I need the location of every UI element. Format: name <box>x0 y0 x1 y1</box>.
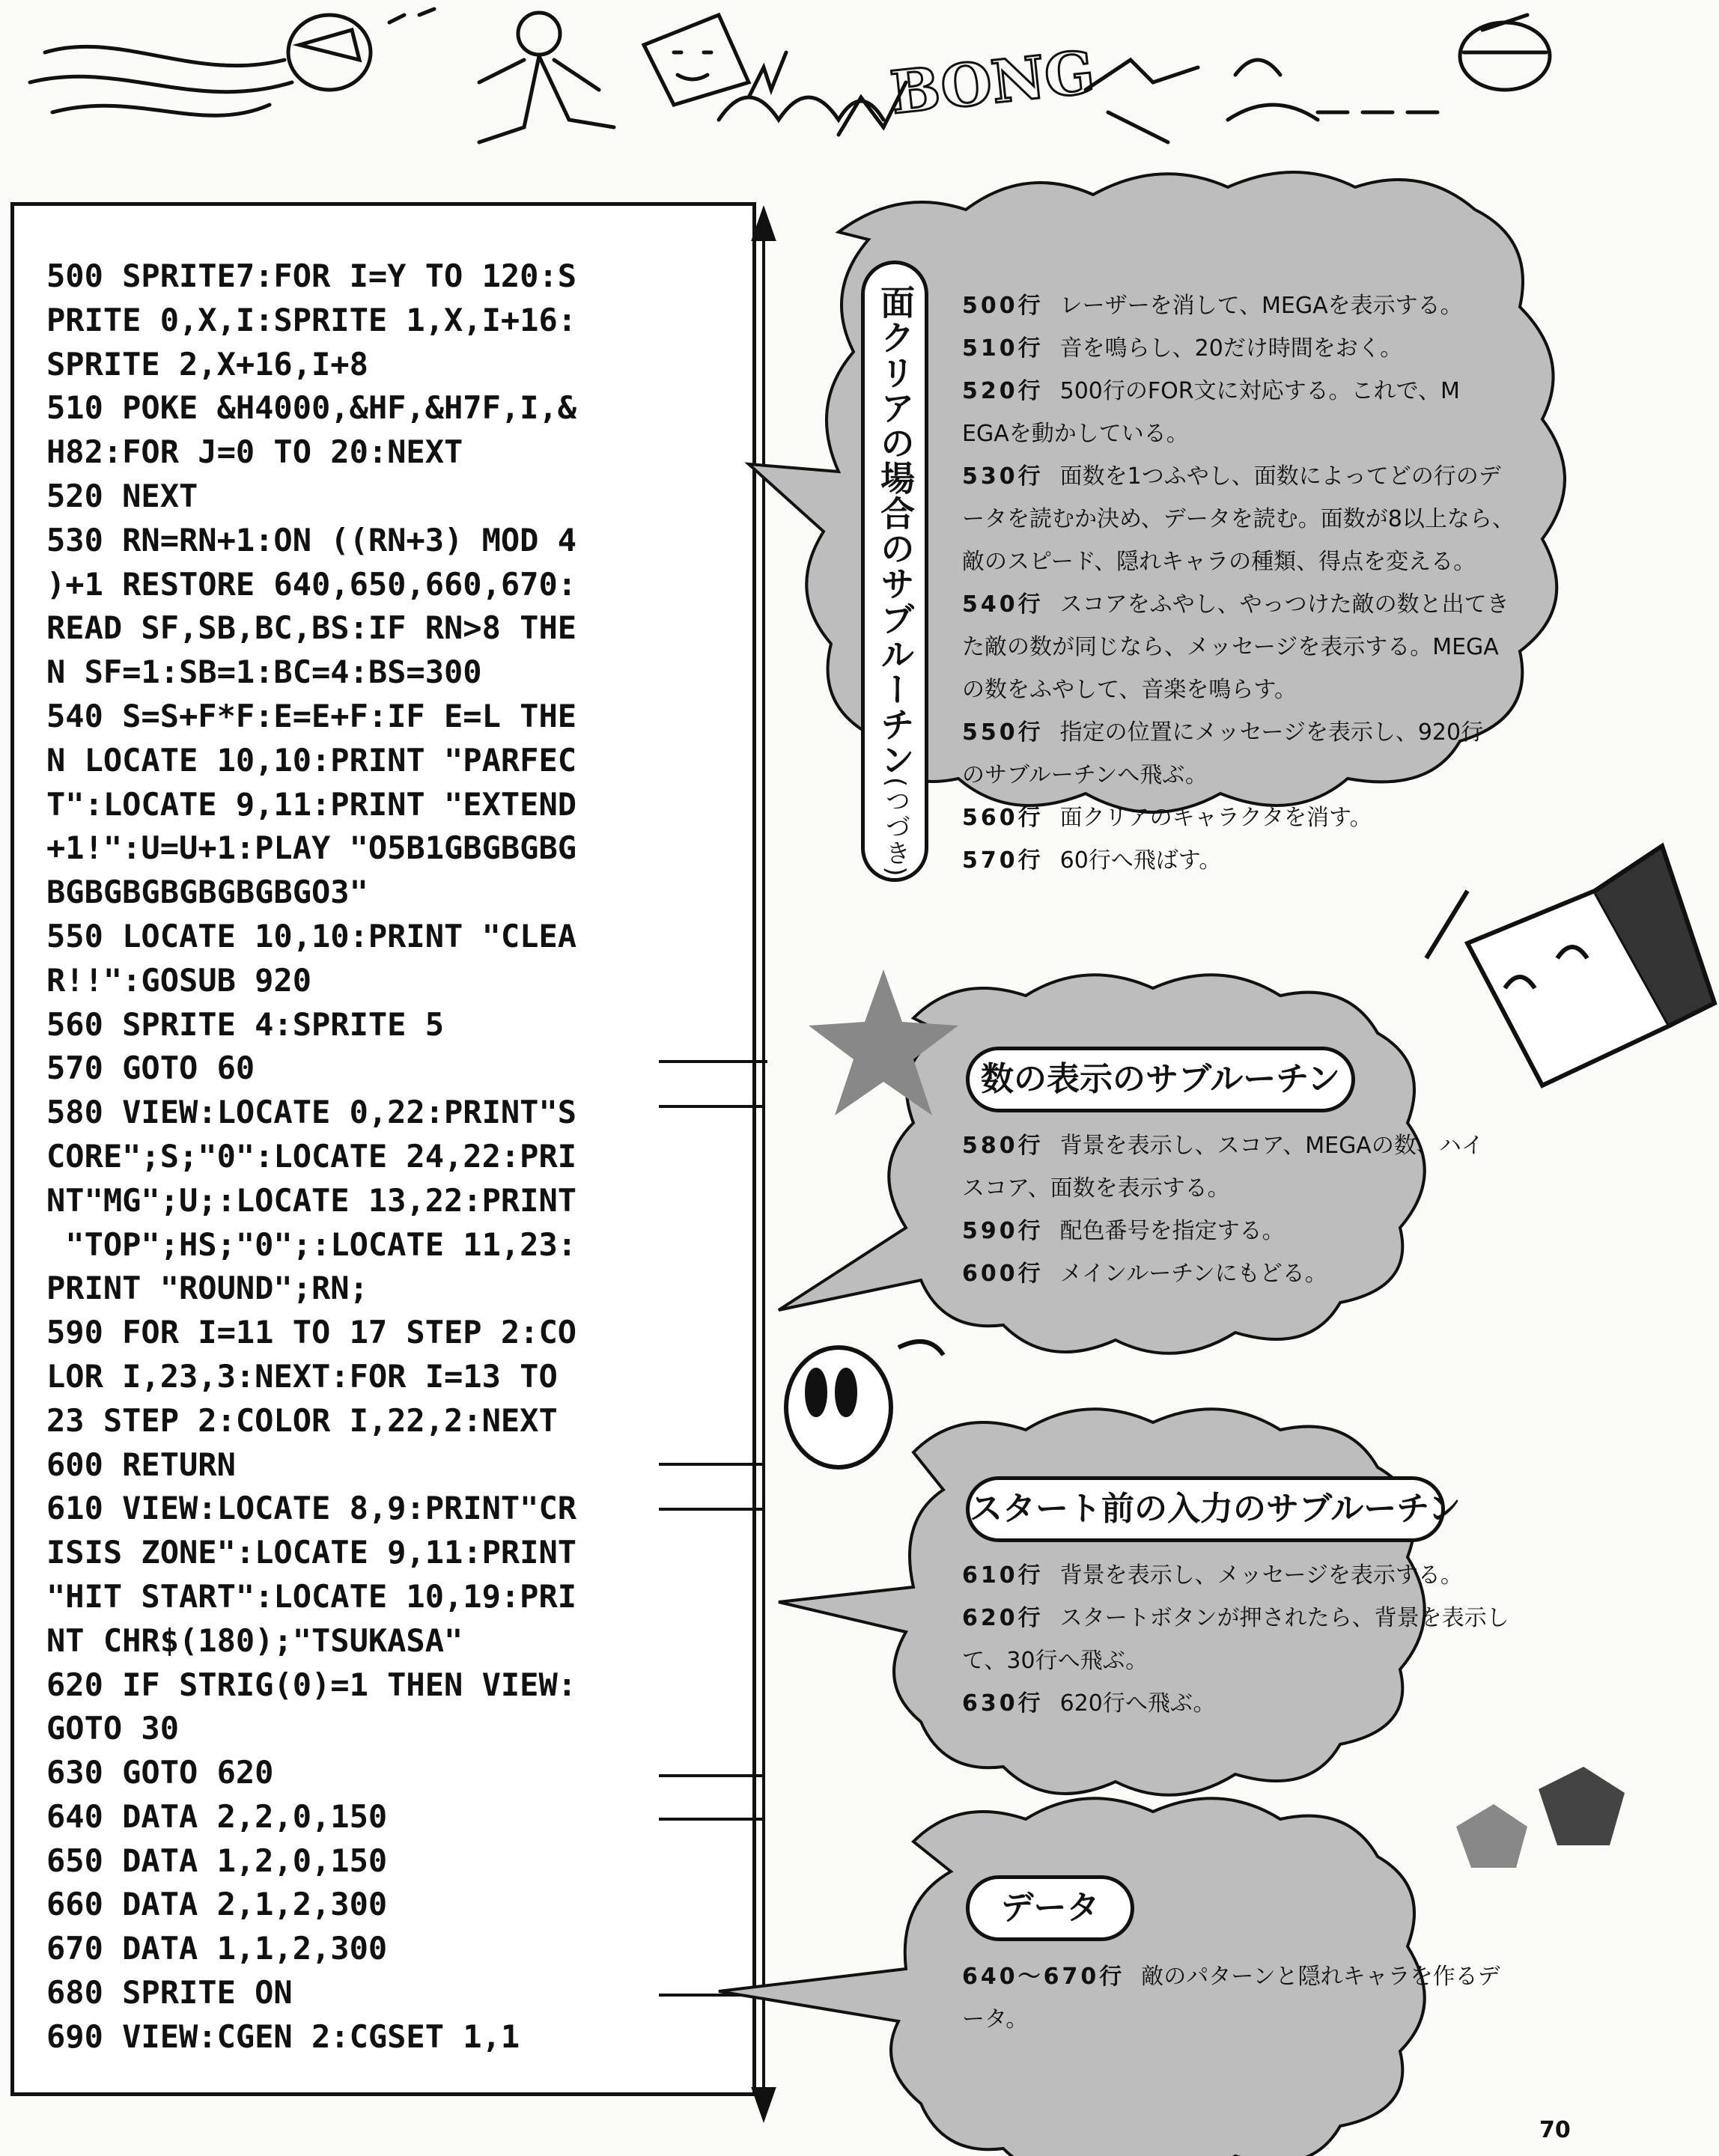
description-row <box>962 1252 1531 1295</box>
code-line: LOR I,23,3:NEXT:FOR I=13 TO <box>46 1357 558 1395</box>
line-number-label: 590行 <box>962 1218 1044 1244</box>
line-number-label: 570行 <box>962 847 1044 874</box>
section-description-number-display <box>962 1124 1531 1295</box>
description-text: 敵のスピード、隠れキャラの種類、得点を変える。 <box>962 549 1476 575</box>
bong-doodle-text: BONG <box>887 38 1098 128</box>
code-line: 570 GOTO 60 <box>46 1050 255 1087</box>
description-row <box>962 370 1531 412</box>
section-title-number-display: 数の表示のサブルーチン <box>966 1047 1355 1112</box>
description-text: 620行へ飛ぶ。 <box>1059 1690 1216 1717</box>
code-line: N SF=1:SB=1:BC=4:BS=300 <box>46 654 482 691</box>
description-text: 面数を1つふやし、面数によってどの行のデ <box>1059 463 1501 490</box>
description-text: のサブルーチンへ飛ぶ。 <box>962 762 1208 788</box>
code-line: 580 VIEW:LOCATE 0,22:PRINT"S <box>46 1094 577 1131</box>
description-text: レーザーを消して、MEGAを表示する。 <box>1059 293 1463 319</box>
code-line: 660 DATA 2,1,2,300 <box>46 1886 388 1923</box>
code-line: H82:FOR J=0 TO 20:NEXT <box>46 433 463 471</box>
line-number-label: 610行 <box>962 1562 1044 1589</box>
description-text: 背景を表示し、スコア、MEGAの数、ハイ <box>1059 1133 1484 1159</box>
description-text: た敵の数が同じなら、メッセージを表示する。MEGA <box>962 634 1499 660</box>
description-text: 音を鳴らし、20だけ時間をおく。 <box>1059 335 1403 362</box>
section-title-data: データ <box>966 1875 1134 1941</box>
code-line: 530 RN=RN+1:ON ((RN+3) MOD 4 <box>46 521 577 558</box>
line-number-label: 640〜670行 <box>962 1964 1125 1990</box>
code-line: 560 SPRITE 4:SPRITE 5 <box>46 1005 445 1043</box>
code-line: READ SF,SB,BC,BS:IF RN>8 THE <box>46 609 577 647</box>
page-number: 70 <box>1539 2117 1571 2143</box>
description-row <box>962 669 1531 711</box>
line-number-label: 550行 <box>962 719 1044 746</box>
code-line: 590 FOR I=11 TO 17 STEP 2:CO <box>46 1314 577 1351</box>
line-number-label: 540行 <box>962 591 1044 618</box>
description-row <box>962 284 1531 327</box>
code-line: 600 RETURN <box>46 1446 236 1483</box>
code-line: 640 DATA 2,2,0,150 <box>46 1797 388 1835</box>
code-line: 690 VIEW:CGEN 2:CGSET 1,1 <box>46 2018 520 2055</box>
description-text: メインルーチンにもどる。 <box>1059 1261 1327 1287</box>
description-row <box>962 1682 1531 1725</box>
description-row <box>962 1554 1531 1597</box>
code-line: 23 STEP 2:COLOR I,22,2:NEXT <box>46 1401 558 1439</box>
line-number-label: 620行 <box>962 1605 1044 1631</box>
code-line: 680 SPRITE ON <box>46 1974 293 2012</box>
description-text: 背景を表示し、メッセージを表示する。 <box>1059 1562 1463 1589</box>
code-line: 520 NEXT <box>46 477 198 514</box>
description-text: スコア、面数を表示する。 <box>962 1175 1230 1202</box>
description-row <box>962 540 1531 583</box>
description-row <box>962 754 1531 797</box>
code-line: "TOP";HS;"0";:LOCATE 11,23: <box>46 1225 577 1263</box>
line-number-label: 510行 <box>962 335 1044 362</box>
description-text: 指定の位置にメッセージを表示し、920行 <box>1059 719 1484 746</box>
code-line: R!!":GOSUB 920 <box>46 961 312 999</box>
description-row <box>962 327 1531 370</box>
code-line: 620 IF STRIG(0)=1 THEN VIEW: <box>46 1666 577 1703</box>
description-row <box>962 1998 1531 2041</box>
code-line: 610 VIEW:LOCATE 8,9:PRINT"CR <box>46 1490 577 1527</box>
description-row <box>962 455 1531 498</box>
description-text: の数をふやして、音楽を鳴らす。 <box>962 677 1297 703</box>
description-row <box>962 711 1531 754</box>
description-row <box>962 1210 1531 1252</box>
code-line: NT CHR$(180);"TSUKASA" <box>46 1621 463 1659</box>
code-line: "HIT START":LOCATE 10,19:PRI <box>46 1577 577 1615</box>
description-text: EGAを動かしている。 <box>962 421 1189 447</box>
code-line: BGBGBGBGBGBGBGO3" <box>46 874 368 911</box>
description-row <box>962 498 1531 540</box>
description-row <box>962 412 1531 455</box>
line-number-label: 630行 <box>962 1690 1044 1717</box>
code-line: CORE";S;"0":LOCATE 24,22:PRI <box>46 1137 577 1175</box>
description-row <box>962 797 1531 839</box>
description-row <box>962 1955 1531 1998</box>
section-title-clear-subroutine: 面クリアの場合のサブルーチン(つづき) <box>875 284 916 877</box>
code-line: N LOCATE 10,10:PRINT "PARFEC <box>46 741 577 779</box>
description-row <box>962 583 1531 626</box>
code-line: ISIS ZONE":LOCATE 9,11:PRINT <box>46 1534 577 1571</box>
description-row <box>962 1597 1531 1639</box>
code-line: +1!":U=U+1:PLAY "O5B1GBGBGBG <box>46 829 577 867</box>
code-line: T":LOCATE 9,11:PRINT "EXTEND <box>46 785 577 823</box>
code-line: 540 S=S+F*F:E=E+F:IF E=L THE <box>46 697 577 734</box>
description-text: 敵のパターンと隠れキャラを作るデ <box>1141 1964 1500 1990</box>
description-text: ータ。 <box>962 2006 1029 2032</box>
code-line: 630 GOTO 620 <box>46 1754 274 1791</box>
section-description-data <box>962 1955 1531 2041</box>
description-row <box>962 1639 1531 1682</box>
description-row <box>962 626 1531 669</box>
code-line: GOTO 30 <box>46 1710 180 1747</box>
code-line: SPRITE 2,X+16,I+8 <box>46 345 368 383</box>
description-text: 60行へ飛ばす。 <box>1059 847 1222 874</box>
line-number-label: 500行 <box>962 293 1044 319</box>
code-line: )+1 RESTORE 640,650,660,670: <box>46 565 577 603</box>
code-line: NT"MG";U;:LOCATE 13,22:PRINT <box>46 1181 577 1219</box>
code-line: 650 DATA 1,2,0,150 <box>46 1842 388 1879</box>
description-row <box>962 839 1531 882</box>
line-number-label: 600行 <box>962 1261 1044 1287</box>
line-number-label: 580行 <box>962 1133 1044 1159</box>
description-row <box>962 1167 1531 1210</box>
section-description-start-input <box>962 1554 1531 1725</box>
section-description-clear-subroutine <box>962 284 1531 882</box>
code-line: PRITE 0,X,I:SPRITE 1,X,I+16: <box>46 301 577 338</box>
code-line: 500 SPRITE7:FOR I=Y TO 120:S <box>46 258 577 294</box>
description-row <box>962 1124 1531 1167</box>
code-line: 510 POKE &H4000,&HF,&H7F,I,& <box>46 389 577 427</box>
description-text: スタートボタンが押されたら、背景を表示し <box>1059 1605 1509 1631</box>
section-title-start-input: スタート前の入力のサブルーチン <box>966 1476 1445 1542</box>
code-line: 550 LOCATE 10,10:PRINT "CLEA <box>46 917 577 954</box>
description-text: 配色番号を指定する。 <box>1059 1218 1285 1244</box>
line-number-label: 530行 <box>962 463 1044 490</box>
line-number-label: 520行 <box>962 378 1044 404</box>
description-text: スコアをふやし、やっつけた敵の数と出てき <box>1059 591 1509 618</box>
description-text: 500行のFOR文に対応する。これで、M <box>1059 378 1460 404</box>
code-line: PRINT "ROUND";RN; <box>46 1270 368 1307</box>
description-text: ータを読むか決め、データを読む。面数が8以上なら、 <box>962 506 1515 532</box>
description-text: 面クリアのキャラクタを消す。 <box>1059 805 1372 831</box>
code-line: 670 DATA 1,1,2,300 <box>46 1930 388 1967</box>
description-text: て、30行へ飛ぶ。 <box>962 1648 1148 1674</box>
line-number-label: 560行 <box>962 805 1044 831</box>
